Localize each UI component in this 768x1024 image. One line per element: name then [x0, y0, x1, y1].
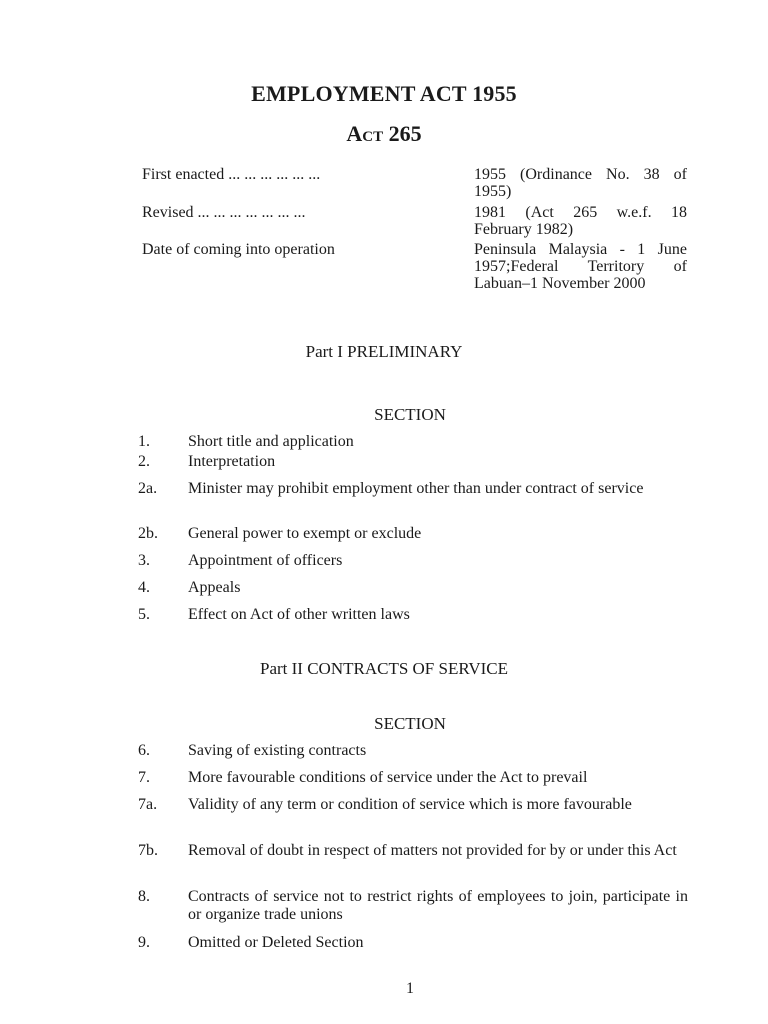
section-title: Omitted or Deleted Section	[188, 934, 364, 951]
section-number: 1.	[138, 433, 150, 450]
section-title: General power to exempt or exclude	[188, 525, 422, 542]
section-title: Removal of doubt in respect of matters not provided for by or under this Act	[188, 842, 677, 859]
section-number: 2a.	[138, 480, 158, 497]
meta-label: Revised ... ... ... ... ... ... ...	[142, 204, 306, 221]
section-number: 3.	[138, 552, 150, 569]
section-number: 7b.	[138, 842, 158, 859]
meta-label: First enacted ... ... ... ... ... ...	[142, 166, 321, 183]
section-title: Interpretation	[188, 453, 276, 470]
section-number: 7.	[138, 769, 150, 786]
section-title: Appeals	[188, 579, 241, 596]
section-title: Saving of existing contracts	[188, 742, 367, 759]
section-number: 2.	[138, 453, 150, 470]
part-heading: Part I PRELIMINARY	[305, 342, 463, 361]
section-title: Appointment of officers	[188, 552, 343, 569]
section-title: Contracts of service not to restrict rights of employees to join, participate in or organize trade unions	[188, 888, 688, 923]
section-title: Effect on Act of other written laws	[188, 606, 410, 623]
act-number: Act 265	[346, 121, 422, 146]
section-title: Short title and application	[188, 433, 354, 450]
section-title: Validity of any term or condition of service which is more favourable	[188, 796, 632, 813]
document-title: EMPLOYMENT ACT 1955	[251, 81, 517, 106]
section-number: 4.	[138, 579, 150, 596]
meta-value: 1955 (Ordinance No. 38 of 1955)	[474, 166, 687, 200]
section-number: 7a.	[138, 796, 158, 813]
section-title: Minister may prohibit employment other than under contract of service	[188, 480, 644, 497]
meta-label: Date of coming into operation	[142, 241, 335, 258]
section-number: 2b.	[138, 525, 158, 542]
section-number: 6.	[138, 742, 150, 759]
section-number: 5.	[138, 606, 150, 623]
section-heading: SECTION	[374, 714, 446, 733]
page-number: 1	[406, 980, 414, 997]
part-heading: Part II CONTRACTS OF SERVICE	[260, 659, 508, 678]
section-title: More favourable conditions of service under the Act to prevail	[188, 769, 588, 786]
meta-value: 1981 (Act 265 w.e.f. 18 February 1982)	[474, 204, 687, 238]
meta-value: Peninsula Malaysia - 1 June 1957;Federal Territory of Labuan–1 November 2000	[474, 241, 687, 292]
section-number: 8.	[138, 888, 150, 905]
section-number: 9.	[138, 934, 150, 951]
section-heading: SECTION	[374, 405, 446, 424]
